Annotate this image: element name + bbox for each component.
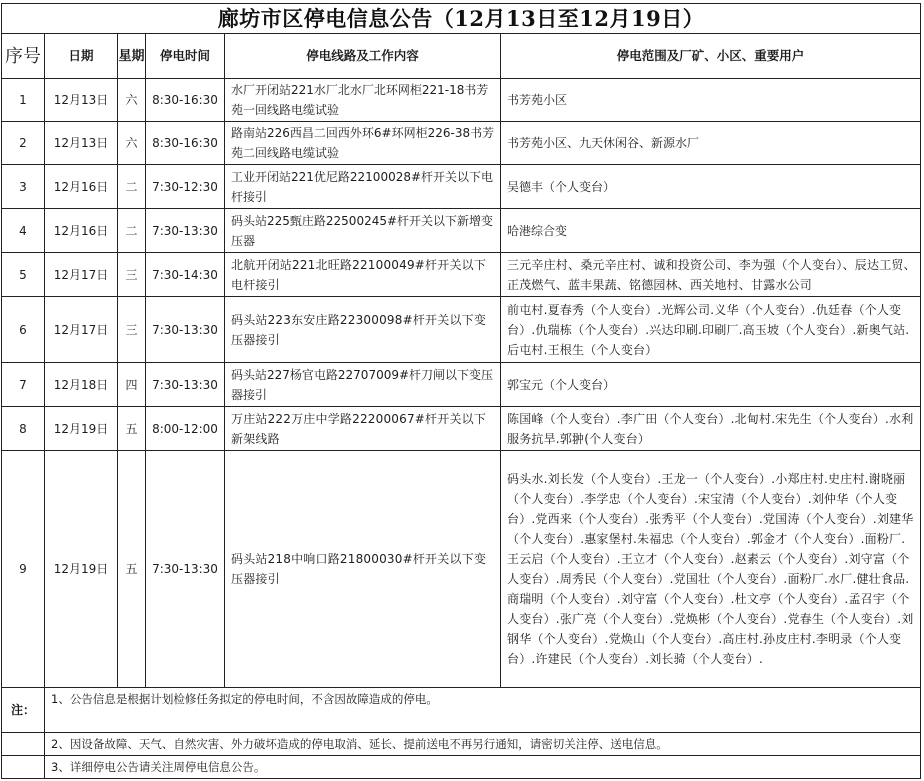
row-weekday: 三 — [118, 253, 146, 297]
row-date: 12月17日 — [45, 297, 118, 363]
row-time: 7:30-13:30 — [146, 209, 225, 253]
table-row — [2, 209, 921, 253]
row-scope: 陈国峰（个人变台）.李广田（个人变台）.北甸村.宋先生（个人变台）.水利服务抗旱.郭翀(个人变台） — [501, 407, 921, 451]
row-line: 码头站218中响口路21800030#杆开关以下变压器接引 — [225, 451, 501, 688]
row-seq: 5 — [2, 253, 45, 297]
row-scope: 书芳苑小区、九天休闲谷、新源水厂 — [501, 122, 921, 165]
table-row — [2, 297, 921, 363]
row-line: 码头站223东安庄路22300098#杆开关以下变压器接引 — [225, 297, 501, 363]
row-weekday: 五 — [118, 451, 146, 688]
row-date: 12月16日 — [45, 165, 118, 209]
outage-notice-table — [1, 3, 921, 779]
row-date: 12月19日 — [45, 451, 118, 688]
row-weekday: 三 — [118, 297, 146, 363]
row-seq: 2 — [2, 122, 45, 165]
notes-label: 注： — [2, 688, 45, 733]
row-line: 水厂开闭站221水厂北水厂北环网柜221-18书芳苑一回线路电缆试验 — [225, 79, 501, 122]
note-item: 1、公告信息是根据计划检修任务拟定的停电时间，不含因故障造成的停电。 — [45, 688, 921, 733]
row-weekday: 六 — [118, 122, 146, 165]
row-weekday: 四 — [118, 363, 146, 407]
column-header-weekday: 星期 — [118, 34, 146, 79]
column-header-date: 日期 — [45, 34, 118, 79]
row-time: 7:30-12:30 — [146, 165, 225, 209]
table-row — [2, 253, 921, 297]
notes-label-blank — [2, 733, 45, 756]
row-seq: 7 — [2, 363, 45, 407]
row-scope: 码头水.刘长发（个人变台）.王龙一（个人变台）.小郑庄村.史庄村.谢晓丽（个人变台）.李学忠（个人变台）.宋宝清（个人变台）.刘仲华（个人变台）.党西来（个人变台）.张秀平（个人变台）.党国涛（个人变台）.刘建华（个人变台）.惠家堡村.朱福忠（个人变台）.郭金才（个人变台）.面粉厂.王云启（个人变台）.王立才（个人变台）.赵素云（个人变台）.刘守富（个人变台）.周秀民（个人变台）.党国壮（个人变台）.面粉厂.水厂.健壮食品.商瑞明（个人变台）.刘守富（个人变台）.杜文亭（个人变台）.孟召宇（个人变台）.张广亮（个人变台）.党焕彬（个人变台）.党春生（个人变台）.刘钢华（个人变台）.党焕山（个人变台）.高庄村.孙皮庄村.李明录（个人变台）.许建民（个人变台）.刘长骑（个人变台）. — [501, 451, 921, 688]
row-seq: 6 — [2, 297, 45, 363]
row-scope: 前屯村.夏春秀（个人变台）.光辉公司.义华（个人变台）.仇廷春（个人变台）.仇瑞栋（个人变台）.兴达印刷.印刷厂.高玉坡（个人变台）.新奥气站.后屯村.王根生（个人变台） — [501, 297, 921, 363]
row-seq: 1 — [2, 79, 45, 122]
table-row — [2, 407, 921, 451]
row-time: 8:00-12:00 — [146, 407, 225, 451]
row-line: 码头站227杨官屯路22707009#杆刀闸以下变压器接引 — [225, 363, 501, 407]
note-item: 2、因设备故障、天气、自然灾害、外力破坏造成的停电取消、延长、提前送电不再另行通知，请密切关注停、送电信息。 — [45, 733, 921, 756]
row-scope: 吴德丰（个人变台） — [501, 165, 921, 209]
note-row — [2, 756, 921, 779]
row-scope: 三元辛庄村、桑元辛庄村、诚和投资公司、李为强（个人变台）、辰达工贸、正茂燃气、蓝丰果蔬、铭德园林、西关地村、甘露水公司 — [501, 253, 921, 297]
row-scope: 郭宝元（个人变台） — [501, 363, 921, 407]
row-line: 北航开闭站221北旺路22100049#杆开关以下电杆接引 — [225, 253, 501, 297]
row-time: 8:30-16:30 — [146, 79, 225, 122]
row-weekday: 五 — [118, 407, 146, 451]
row-time: 7:30-13:30 — [146, 363, 225, 407]
note-item: 3、详细停电公告请关注周停电信息公告。 — [45, 756, 921, 779]
row-line: 路南站226西昌二回西外环6#环网柜226-38书芳苑二回线路电缆试验 — [225, 122, 501, 165]
row-seq: 3 — [2, 165, 45, 209]
row-line: 万庄站222万庄中学路22200067#杆开关以下新架线路 — [225, 407, 501, 451]
row-scope: 书芳苑小区 — [501, 79, 921, 122]
row-date: 12月17日 — [45, 253, 118, 297]
table-row — [2, 451, 921, 688]
row-line: 工业开闭站221优尼路22100028#杆开关以下电杆接引 — [225, 165, 501, 209]
column-header-scope: 停电范围及厂矿、小区、重要用户 — [501, 34, 921, 79]
row-line: 码头站225甄庄路22500245#杆开关以下新增变压器 — [225, 209, 501, 253]
note-row — [2, 733, 921, 756]
table-row — [2, 363, 921, 407]
row-scope: 哈港综合变 — [501, 209, 921, 253]
row-seq: 4 — [2, 209, 45, 253]
row-weekday: 二 — [118, 165, 146, 209]
row-date: 12月13日 — [45, 79, 118, 122]
row-time: 7:30-13:30 — [146, 297, 225, 363]
column-header-seq: 序号 — [2, 34, 45, 79]
row-seq: 8 — [2, 407, 45, 451]
column-header-time: 停电时间 — [146, 34, 225, 79]
row-date: 12月13日 — [45, 122, 118, 165]
row-date: 12月19日 — [45, 407, 118, 451]
row-seq: 9 — [2, 451, 45, 688]
table-row — [2, 122, 921, 165]
row-weekday: 二 — [118, 209, 146, 253]
row-weekday: 六 — [118, 79, 146, 122]
table-row — [2, 79, 921, 122]
title-row — [2, 4, 921, 34]
notes-label-blank — [2, 756, 45, 779]
table-row — [2, 165, 921, 209]
row-time: 8:30-16:30 — [146, 122, 225, 165]
note-row — [2, 688, 921, 733]
row-time: 7:30-14:30 — [146, 253, 225, 297]
header-row — [2, 34, 921, 79]
page-title: 廊坊市区停电信息公告（12月13日至12月19日） — [2, 4, 921, 34]
row-time: 7:30-13:30 — [146, 451, 225, 688]
row-date: 12月16日 — [45, 209, 118, 253]
column-header-line: 停电线路及工作内容 — [225, 34, 501, 79]
row-date: 12月18日 — [45, 363, 118, 407]
